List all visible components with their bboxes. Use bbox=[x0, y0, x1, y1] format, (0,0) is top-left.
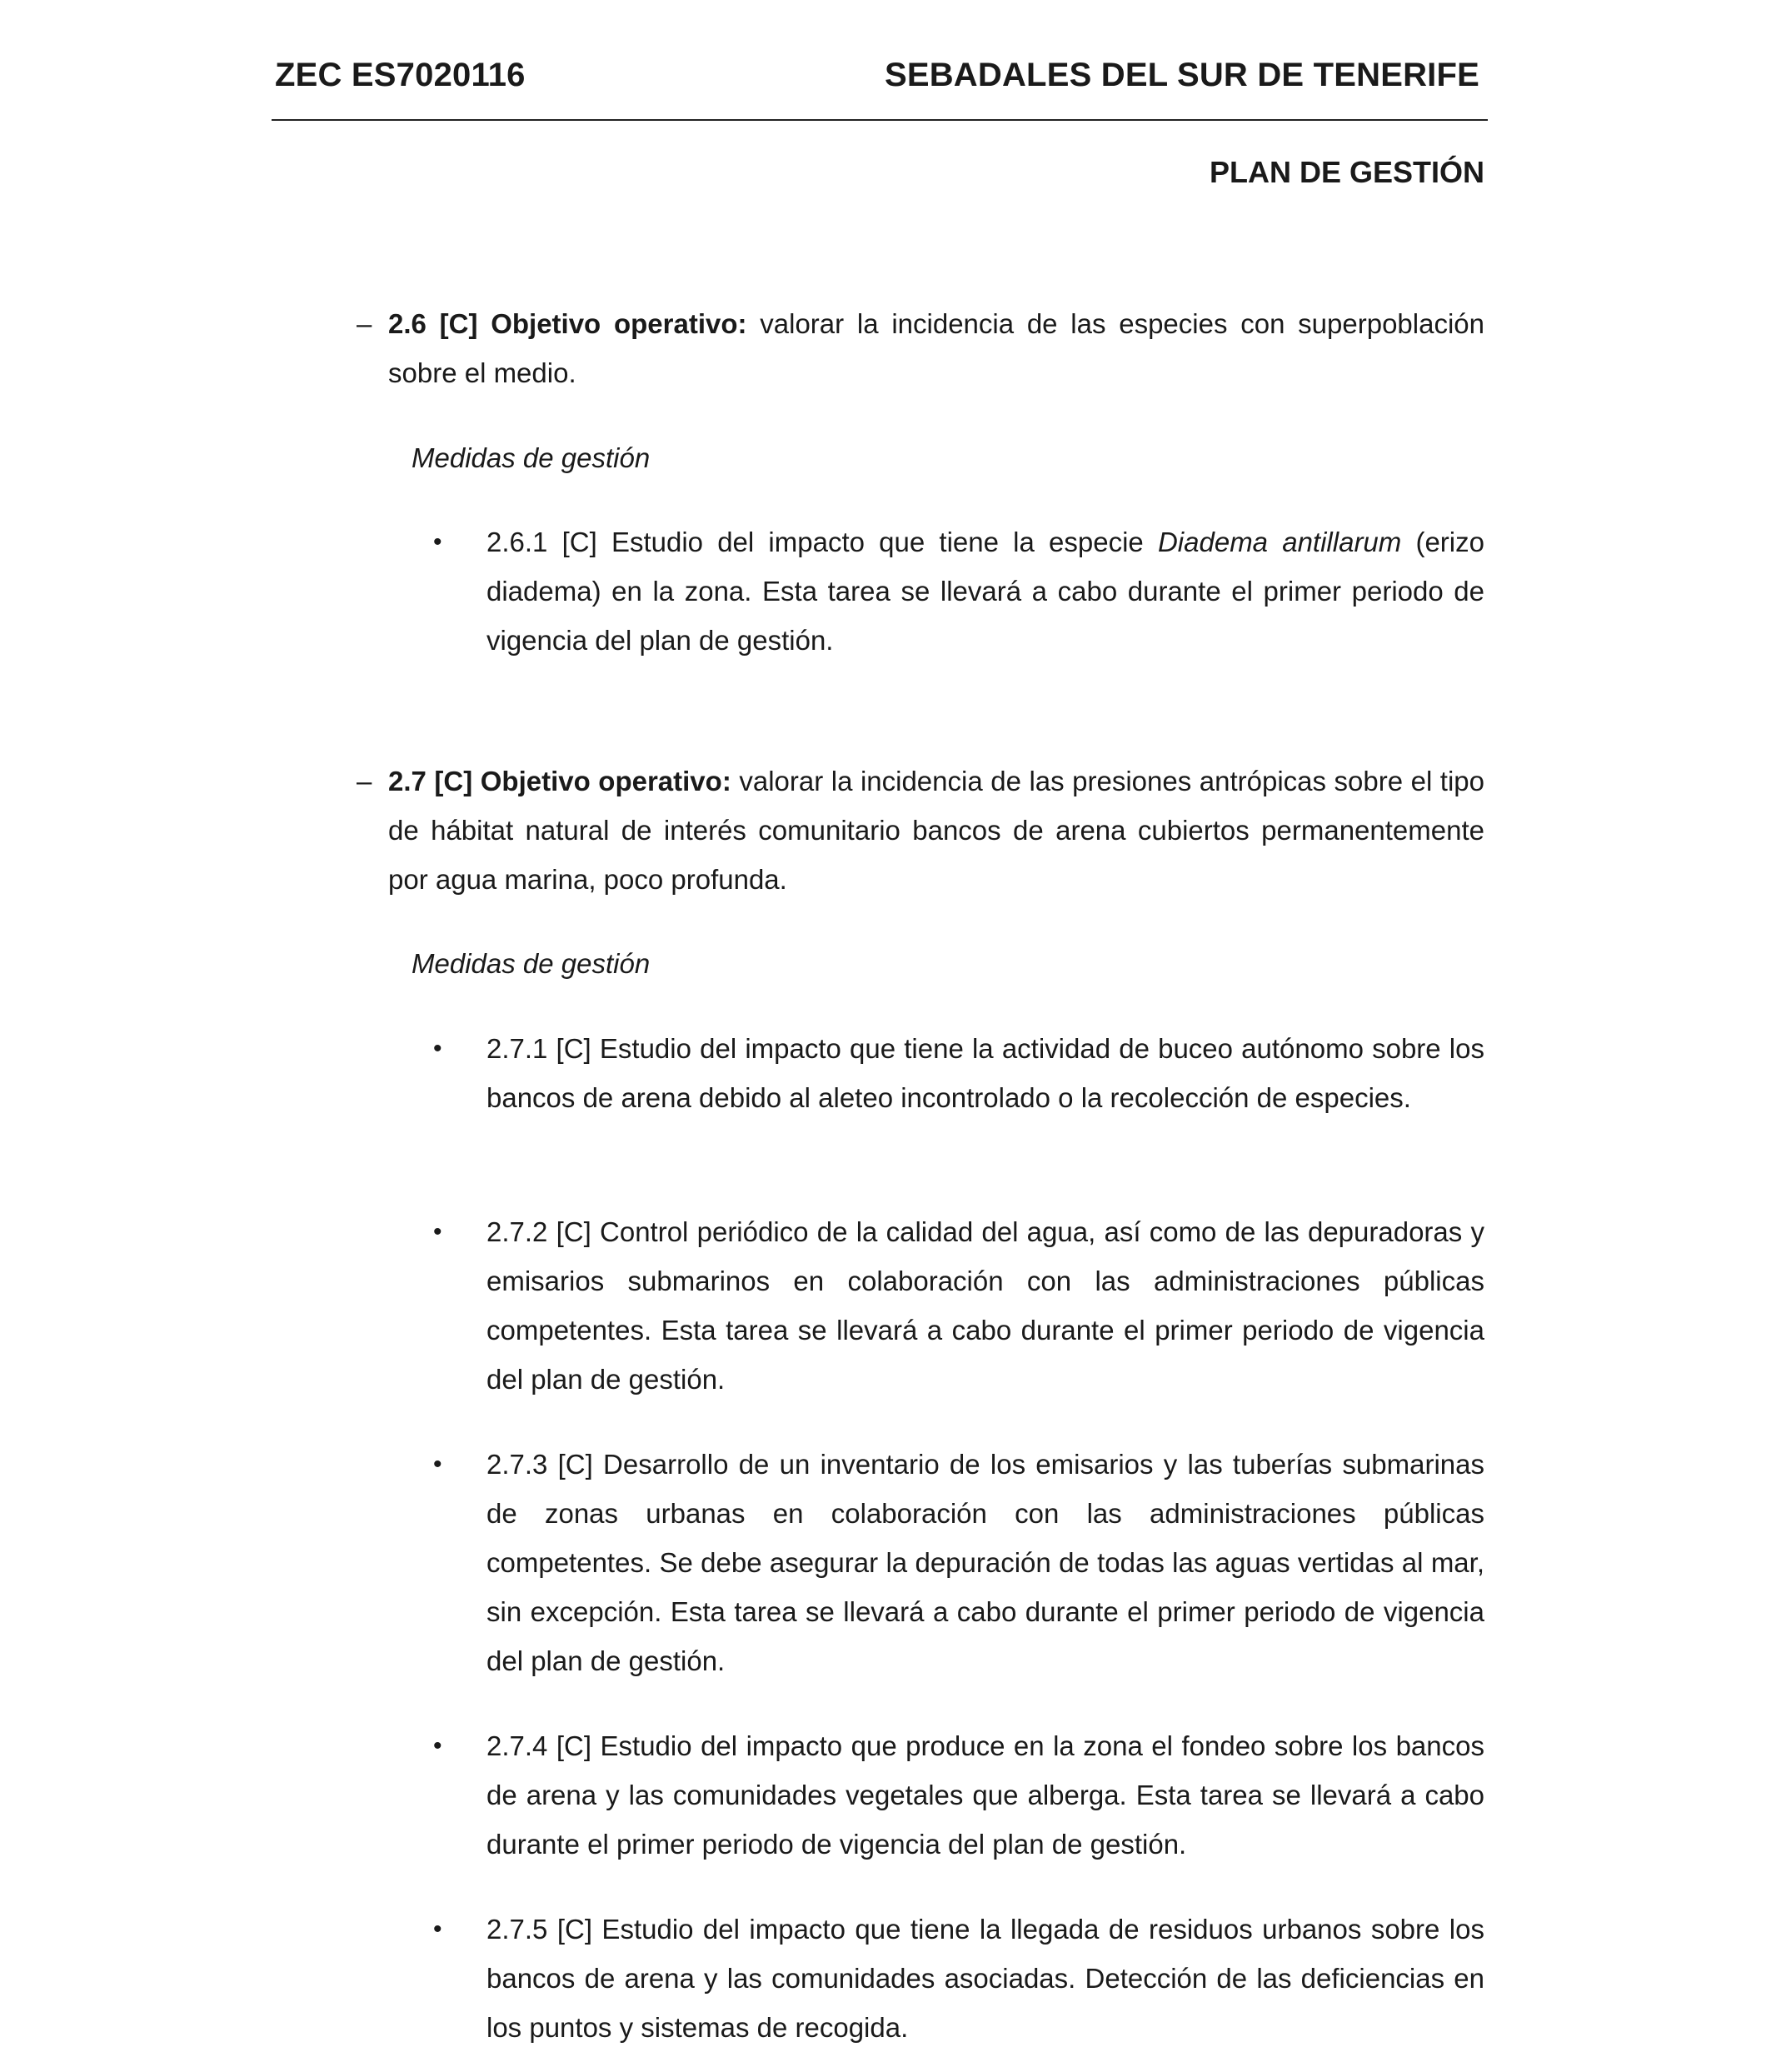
measures-title: Medidas de gestión bbox=[412, 442, 651, 473]
objective-label: Objetivo operativo: bbox=[491, 308, 747, 339]
objective-number: 2.7 [C] bbox=[388, 766, 473, 796]
measure-2-7-1 bbox=[433, 1024, 1484, 1122]
header-divider bbox=[272, 119, 1488, 121]
measure-2-7-3 bbox=[433, 1440, 1484, 1685]
measure-2-7-4 bbox=[433, 1721, 1484, 1869]
objective-text: valorar la incidencia de las presiones antrópicas sobre el tipo de hábitat natural de interés comunitario bancos de arena cubiertos permanentemente por agua marina, poco profunda. bbox=[388, 766, 1485, 895]
bullet-marker: • bbox=[433, 1218, 442, 1246]
measure-text: 2.6.1 [C] Estudio del impacto que tiene la especie bbox=[486, 527, 1158, 557]
objective-text: valorar la incidencia de las especies con superpoblación sobre el medio. bbox=[388, 308, 1485, 388]
bullet-marker: • bbox=[433, 1035, 442, 1062]
site-name: SEBADALES DEL SUR DE TENERIFE bbox=[884, 57, 1479, 93]
bullet-marker: • bbox=[433, 1450, 442, 1478]
dash-marker: – bbox=[357, 766, 372, 796]
measure-text: 2.7.1 [C] Estudio del impacto que tiene la actividad de buceo autónomo sobre los bancos de arena debido al aleteo incontrolado o la recolección de especies. bbox=[486, 1033, 1484, 1113]
measure-2-7-2 bbox=[433, 1207, 1484, 1404]
bullet-marker: • bbox=[433, 528, 442, 556]
measure-2-7-5 bbox=[433, 1905, 1484, 2052]
bullet-marker: • bbox=[433, 1915, 442, 1943]
document-subtitle: PLAN DE GESTIÓN bbox=[1209, 155, 1484, 189]
objective-number: 2.6 [C] bbox=[388, 308, 478, 339]
objective-label: Objetivo operativo: bbox=[480, 766, 731, 796]
measure-text: 2.7.2 [C] Control periódico de la calidad del agua, así como de las depuradoras y emisarios submarinos en colaboración con las administraciones públicas competentes. Esta tarea se llevará a cabo durante el primer periodo de vigencia del plan de gestión. bbox=[486, 1216, 1484, 1395]
page-header bbox=[272, 52, 1484, 102]
measure-text-cont: (erizo diadema) en la zona. Esta tarea se llevará a cabo durante el primer periodo de vigencia del plan de gestión. bbox=[486, 527, 1484, 656]
measure-text: 2.7.3 [C] Desarrollo de un inventario de los emisarios y las tuberías submarinas de zonas urbanas en colaboración con las administraciones públicas competentes. Se debe asegurar la depuración de todas las aguas vertidas al mar, sin excepción. Esta tarea se llevará a cabo durante el primer periodo de vigencia del plan de gestión. bbox=[486, 1449, 1484, 1676]
objective-2-7 bbox=[357, 756, 1485, 904]
objective-2-6 bbox=[357, 299, 1485, 397]
species-name: Diadema antillarum bbox=[1157, 527, 1402, 557]
measure-text: 2.7.4 [C] Estudio del impacto que produce en la zona el fondeo sobre los bancos de arena y las comunidades vegetales que alberga. Esta tarea se llevará a cabo durante el primer periodo de vigencia del plan de gestión. bbox=[486, 1730, 1484, 1860]
bullet-marker: • bbox=[433, 1732, 442, 1760]
measure-text: 2.7.5 [C] Estudio del impacto que tiene la llegada de residuos urbanos sobre los bancos de arena y las comunidades asociadas. Detección de las deficiencias en los puntos y sistemas de recogida. bbox=[486, 1914, 1484, 2043]
measure-2-6-1 bbox=[433, 517, 1484, 665]
dash-marker: – bbox=[357, 308, 372, 339]
site-code: ZEC ES7020116 bbox=[275, 57, 526, 93]
measures-title: Medidas de gestión bbox=[412, 948, 651, 979]
